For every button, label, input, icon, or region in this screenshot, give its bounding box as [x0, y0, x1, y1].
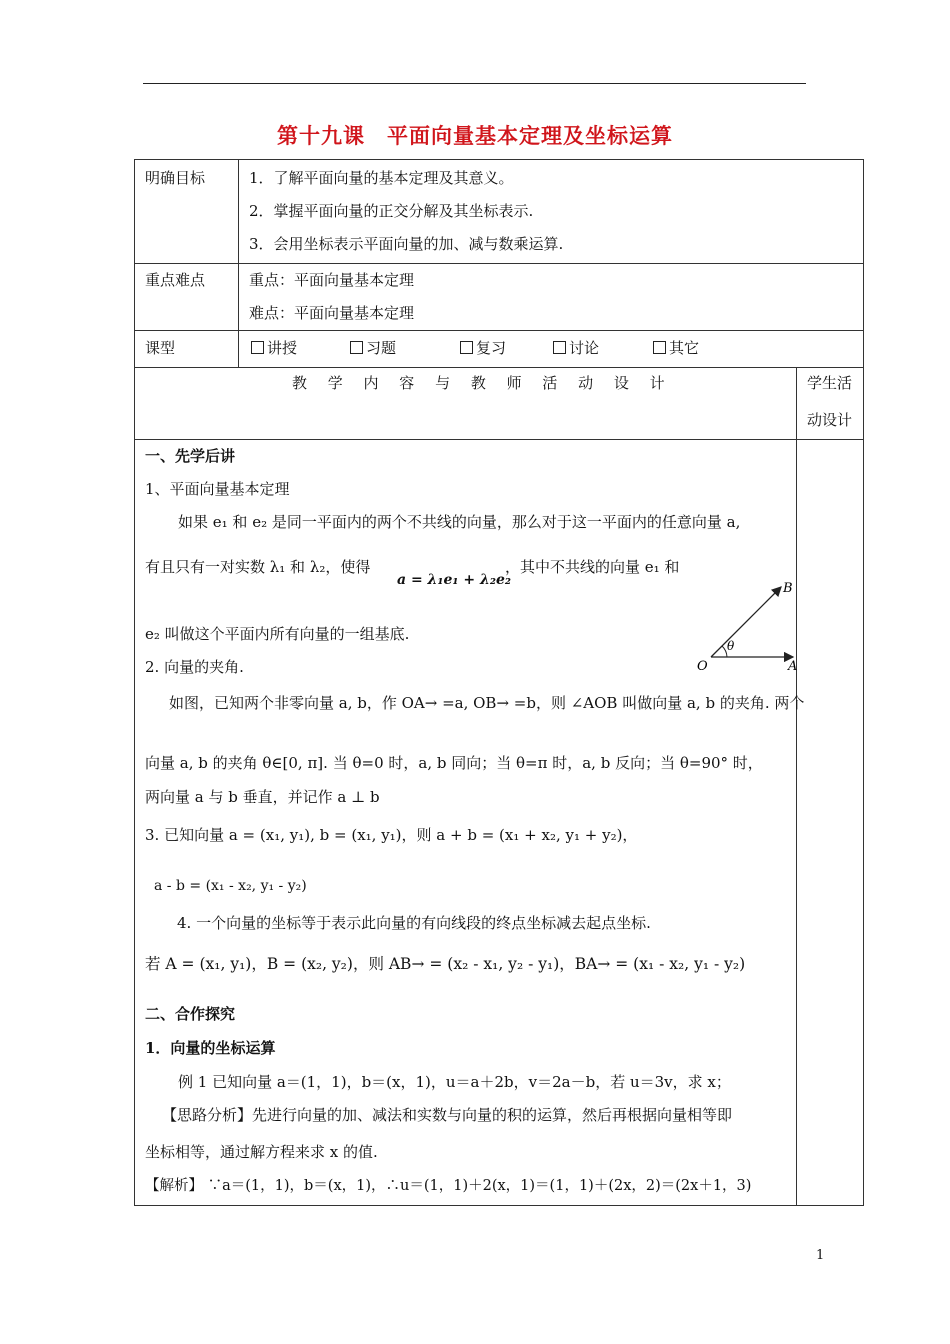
- paragraph: 有且只有一对实数 λ₁ 和 λ₂，使得: [145, 558, 371, 576]
- paragraph: 两向量 a 与 b 垂直，并记作 a ⊥ b: [145, 788, 380, 806]
- paragraph: 坐标相等，通过解方程来求 x 的值.: [145, 1143, 378, 1161]
- checkbox-icon[interactable]: [653, 341, 666, 354]
- type-option[interactable]: 习题: [350, 337, 396, 358]
- subsection-heading: 2. 向量的夹角.: [145, 658, 244, 676]
- goal-item: 1．了解平面向量的基本定理及其意义。: [249, 169, 514, 187]
- paragraph: 向量 a, b 的夹角 θ∈[0, π]. 当 θ=0 时，a, b 同向；当 θ=π 时，a, b 反向；当 θ=90° 时，: [145, 754, 763, 772]
- student-header: 动设计: [807, 411, 853, 429]
- label-a: A: [788, 659, 798, 674]
- paragraph: 4. 一个向量的坐标等于表示此向量的有向线段的终点坐标减去起点坐标.: [177, 914, 651, 932]
- paragraph: 若 A = (x₁, y₁)，B = (x₂, y₂)，则 AB→ = (x₂ - x₁, y₂ - y₁)，BA→ = (x₁ - x₂, y₁ - y₂): [145, 955, 746, 973]
- label-o: O: [697, 659, 708, 674]
- row-rule: [135, 263, 863, 264]
- ray-ob: [711, 587, 781, 657]
- key-point: 重点：平面向量基本定理: [249, 271, 415, 289]
- type-label: 课型: [145, 339, 176, 357]
- row-rule: [135, 439, 863, 440]
- goal-item: 2．掌握平面向量的正交分解及其坐标表示.: [249, 202, 534, 220]
- paragraph: ，其中不共线的向量 e₁ 和: [505, 558, 680, 576]
- goals-label: 明确目标: [145, 169, 206, 187]
- checkbox-icon[interactable]: [460, 341, 473, 354]
- section-heading: 一、先学后讲: [145, 447, 236, 465]
- paragraph: 例 1 已知向量 a＝(1，1)，b＝(x，1)，u＝a＋2b，v＝2a－b，若 u＝3v，求 x；: [178, 1073, 731, 1091]
- paragraph: 【思路分析】先进行向量的加、减法和实数与向量的积的运算，然后再根据向量相等即: [162, 1106, 733, 1124]
- lesson-table: [134, 159, 864, 1206]
- student-header: 学生活: [807, 374, 853, 392]
- type-option[interactable]: 复习: [460, 337, 506, 358]
- design-header: 教 学 内 容 与 教 师 活 动 设 计: [292, 374, 673, 392]
- subsection-heading: 1．向量的坐标运算: [145, 1039, 276, 1057]
- type-option[interactable]: 其它: [653, 337, 699, 358]
- label-b: B: [783, 581, 793, 596]
- student-column-rule: [796, 367, 797, 1205]
- key-label: 重点难点: [145, 271, 206, 289]
- angle-figure: [695, 578, 805, 678]
- label-column-rule: [238, 160, 239, 367]
- subsection-heading: 1、平面向量基本定理: [145, 480, 290, 498]
- checkbox-icon[interactable]: [553, 341, 566, 354]
- page-number: 1: [816, 1248, 825, 1263]
- paragraph: 3. 已知向量 a = (x₁, y₁), b = (x₁, y₁)，则 a + b = (x₁ + x₂, y₁ + y₂)，: [145, 826, 638, 844]
- header-rule: [143, 83, 806, 84]
- page-title: 第十九课 平面向量基本定理及坐标运算: [277, 123, 673, 148]
- goal-item: 3．会用坐标表示平面向量的加、减与数乘运算.: [249, 235, 564, 253]
- paragraph: 如图，已知两个非零向量 a, b，作 OA→ =a, OB→ =b，则 ∠AOB 叫做向量 a, b 的夹角. 两个: [169, 694, 805, 712]
- type-option[interactable]: 讨论: [553, 337, 599, 358]
- paragraph: 如果 e₁ 和 e₂ 是同一平面内的两个不共线的向量，那么对于这一平面内的任意向量 a,: [178, 513, 741, 531]
- checkbox-icon[interactable]: [350, 341, 363, 354]
- row-rule: [135, 330, 863, 331]
- paragraph: e₂ 叫做这个平面内所有向量的一组基底.: [145, 625, 410, 643]
- formula: a = λ₁e₁ + λ₂e₂: [397, 572, 512, 588]
- difficult-point: 难点：平面向量基本定理: [249, 304, 415, 322]
- checkbox-icon[interactable]: [251, 341, 264, 354]
- paragraph: 【解析】 ∵a＝(1，1)，b＝(x，1)，∴u＝(1，1)＋2(x，1)＝(1，1)＋(2x，2)＝(2x＋1，3): [145, 1178, 752, 1194]
- section-heading: 二、合作探究: [145, 1005, 236, 1023]
- type-option[interactable]: 讲授: [251, 337, 297, 358]
- row-rule: [135, 367, 863, 368]
- formula: a - b = (x₁ - x₂, y₁ - y₂): [154, 878, 307, 894]
- label-theta: θ: [727, 639, 735, 653]
